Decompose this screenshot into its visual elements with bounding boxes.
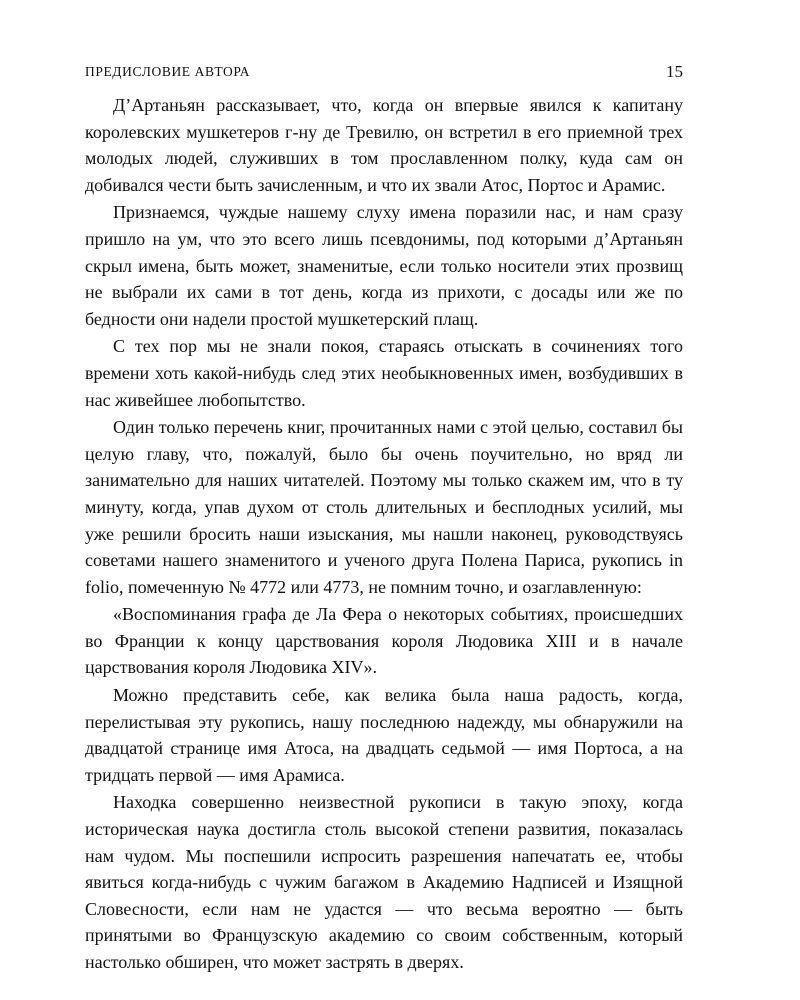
running-title: ПРЕДИСЛОВИЕ АВТОРА [85, 64, 251, 79]
body-text [85, 92, 683, 976]
paragraph: Признаемся, чуждые нашему слуху имена поразили нас, и нам сразу пришло на ум, что это всего лишь псевдонимы, под которыми д’Артаньян скрыл имена, быть может, знаменитые, если только носители этих прозвищ не выбрали их сами в тот день, когда из прихоти, с досады или же по бедности они надели простой мушкетерский плащ. [85, 202, 683, 329]
paragraph: «Воспоминания графа де Ла Фера о некоторых событиях, происшедших во Франции к концу царствования короля Людовика XIII и в начале царствования короля Людовика XIV». [85, 604, 683, 678]
paragraph: С тех пор мы не знали покоя, стараясь отыскать в сочинениях того времени хоть какой-нибудь след этих необыкновенных имен, возбудивших в нас живейшее любопытство. [85, 336, 683, 410]
paragraph: Находка совершенно неизвестной рукописи в такую эпоху, когда историческая наука достигла столь высокой степени развития, показалась нам чудом. Мы поспешили испросить разрешения напечатать ее, чтобы явиться когда-нибудь с чужим багажом в Академию Надписей и Изящной Словесности, если нам не удастся — что весьма вероятно — быть принятыми во Французскую академию со своим собственным, который настолько обширен, что может застрять в дверях. [85, 792, 683, 972]
paragraph: Д’Артаньян рассказывает, что, когда он впервые явился к капитану королевских мушкетеров г-ну де Тревилю, он встретил в его приемной трех молодых людей, служивших в том прославленном полку, куда сам он добивался чести быть зачисленным, и что их звали Атос, Портос и Арамис. [85, 95, 683, 195]
paragraph: Один только перечень книг, прочитанных нами с этой целью, составил бы целую главу, что, пожалуй, было бы очень поучительно, но вряд ли занимательно для наших читателей. Поэтому мы только скажем им, что в ту минуту, когда, упав духом от столь длительных и бесплодных усилий, мы уже решили бросить наши изыскания, мы нашли наконец, руководствуясь советами нашего знаменитого и ученого друга Полена Париса, рукопись in folio, помеченную № 4772 или 4773, не помним точно, и озаглавленную: [85, 417, 683, 597]
running-head [85, 64, 683, 86]
paragraph: Можно представить себе, как велика была наша радость, когда, перелистывая эту рукопись, нашу последнюю надежду, мы обнаружили на двадцатой странице имя Атоса, на двадцать седьмой — имя Портоса, а на тридцать первой — имя Арамиса. [85, 685, 683, 785]
page-number: 15 [666, 62, 683, 81]
